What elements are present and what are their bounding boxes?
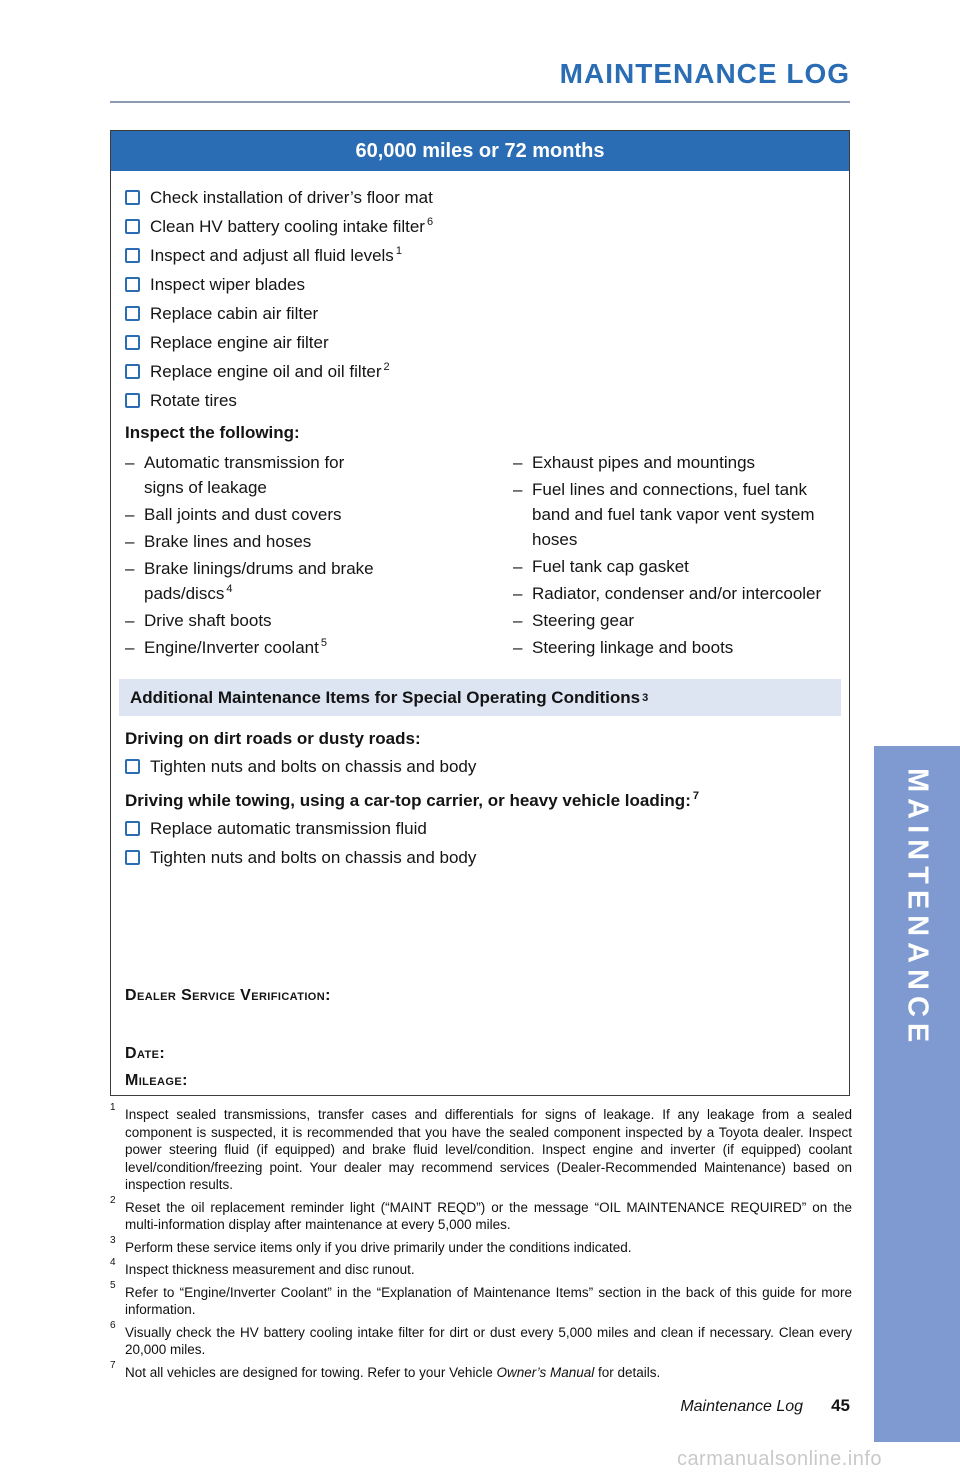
checkbox-icon[interactable] xyxy=(125,190,140,205)
checklist-item-label: Rotate tires xyxy=(150,391,237,410)
inspect-item-label: Radiator, condenser and/or intercooler xyxy=(532,584,822,603)
inspect-columns xyxy=(125,448,835,662)
footnote-text: Reset the oil replacement reminder light (“MAINT REQD”) or the message “OIL MAINTENANCE REQUIRED” on the multi-information display after maintenance at every 5,000 miles. xyxy=(125,1199,852,1232)
footer xyxy=(680,1396,850,1416)
checklist-item xyxy=(125,216,835,238)
dash-bullet: – xyxy=(125,532,135,551)
inspect-item-label: Brake lines and hoses xyxy=(144,532,312,551)
checklist-item xyxy=(125,274,835,296)
checklist-item-label: Replace cabin air filter xyxy=(150,304,319,323)
checkbox-icon[interactable] xyxy=(125,219,140,234)
checkbox-icon[interactable] xyxy=(125,850,140,865)
dash-bullet: – xyxy=(513,480,523,499)
checklist-item xyxy=(125,187,835,209)
dash-bullet: – xyxy=(513,584,523,603)
page-title: MAINTENANCE LOG xyxy=(559,58,850,89)
checkbox-icon[interactable] xyxy=(125,821,140,836)
checkbox-icon[interactable] xyxy=(125,306,140,321)
checklist-item-label: Inspect and adjust all fluid levels $^1$ xyxy=(150,245,402,265)
inspect-item xyxy=(125,529,513,554)
footnote: 1 Inspect sealed transmissions, transfer cases and differentials for signs of leakage. If any leakage from a sealed component is suspected, it is recommended that you have the sealed component inspected by a Toyota dealer. Inspect power steering fluid (if equipped) and brake fluid level/condition. Inspect engine and inverter (if equipped) coolant level/condition/freezing point. Your dealer may recommend services (Dealer-Recommended Maintenance) based on inspection results. xyxy=(110,1102,852,1192)
checklist-item-label: Inspect wiper blades xyxy=(150,275,305,294)
section-tab xyxy=(874,746,960,1442)
superscript-ref: 4 xyxy=(226,583,233,596)
checkbox-icon[interactable] xyxy=(125,248,140,263)
dash-bullet: – xyxy=(125,638,135,657)
service-checklist xyxy=(125,187,835,412)
inspect-item xyxy=(513,477,835,552)
superscript-ref: 2 xyxy=(383,361,390,374)
inspect-item-label: Steering linkage and boots xyxy=(532,638,734,657)
inspect-item-label: Drive shaft boots xyxy=(144,611,272,630)
card-body xyxy=(111,171,849,869)
inspect-item xyxy=(125,635,513,660)
checkbox-icon[interactable] xyxy=(125,759,140,774)
condition-heading: Driving on dirt roads or dusty roads: xyxy=(125,729,421,748)
inspect-item-label: Brake linings/drums and brake pads/discs $^4$ xyxy=(144,559,374,603)
footnote-italic-text: Owner’s Manual xyxy=(496,1364,595,1380)
dash-bullet: – xyxy=(125,611,135,630)
footnote: 7 Not all vehicles are designed for towing. Refer to your Vehicle Owner’s Manual for details. xyxy=(110,1359,661,1380)
checklist-item-label: Tighten nuts and bolts on chassis and body xyxy=(150,757,477,776)
footnote-text: Inspect sealed transmissions, transfer cases and differentials for signs of leakage. If any leakage from a sealed component is suspected, it is recommended that you have the sealed component inspected by a Toyota dealer. Inspect power steering fluid (if equipped) and brake fluid level/condition. Inspect engine and inverter (if equipped) coolant level/condition/freezing point. Your dealer may recommend services (Dealer-Recommended Maintenance) based on inspection results. xyxy=(125,1107,852,1192)
footnote: 5 Refer to “Engine/Inverter Coolant” in the “Explanation of Maintenance Items” section in the back of this guide for more information. xyxy=(110,1279,852,1317)
special-conditions-label: Additional Maintenance Items for Special Operating Conditions xyxy=(130,687,641,707)
inspect-item xyxy=(513,635,835,660)
inspect-item-label: Fuel tank cap gasket xyxy=(532,557,689,576)
checklist-item xyxy=(125,303,835,325)
checklist-item-label: Clean HV battery cooling intake filter $^6$ xyxy=(150,216,434,236)
mileage-label: Mileage: xyxy=(125,1072,188,1089)
inspect-item xyxy=(125,450,513,500)
inspect-item xyxy=(125,608,513,633)
section-tab-label: MAINTENANCE xyxy=(901,768,934,1049)
footnote-text: Inspect thickness measurement and disc runout. xyxy=(125,1262,415,1277)
checklist-item xyxy=(125,245,835,267)
inspect-item xyxy=(513,450,835,475)
inspect-item xyxy=(125,556,513,606)
checklist-item-label: Check installation of driver’s floor mat xyxy=(150,188,433,207)
inspect-item-label: Steering gear xyxy=(532,611,635,630)
dash-bullet: – xyxy=(513,638,523,657)
inspect-item xyxy=(513,581,835,606)
footnote-text: Visually check the HV battery cooling intake filter for dirt or dust every 5,000 miles and clean if necessary. Clean every 20,000 miles. xyxy=(125,1324,852,1357)
superscript-ref: 7 xyxy=(692,790,699,803)
inspect-item xyxy=(125,502,513,527)
footnote: 4 Inspect thickness measurement and disc runout. xyxy=(110,1257,415,1277)
checklist-item-label: Replace automatic transmission fluid xyxy=(150,819,427,838)
watermark: carmanualsonline.info xyxy=(676,1448,882,1470)
inspect-item xyxy=(513,608,835,633)
inspect-item-label: Automatic transmission for signs of leakage xyxy=(144,453,345,497)
interval-header: 60,000 miles or 72 months xyxy=(111,131,849,171)
condition-heading: Driving while towing, using a car-top carrier, or heavy vehicle loading: $^7$ xyxy=(125,790,699,810)
checklist-item xyxy=(125,390,835,412)
checkbox-icon[interactable] xyxy=(125,364,140,379)
dash-bullet: – xyxy=(125,505,135,524)
inspect-item-label: Exhaust pipes and mountings xyxy=(532,453,756,472)
checklist-item-label: Replace engine air filter xyxy=(150,333,329,352)
checkbox-icon[interactable] xyxy=(125,393,140,408)
inspect-item-label: Engine/Inverter coolant $^5$ xyxy=(144,637,327,657)
dash-bullet: – xyxy=(513,557,523,576)
inspect-item xyxy=(513,554,835,579)
footnote: 2 Reset the oil replacement reminder light (“MAINT REQD”) or the message “OIL MAINTENANCE REQUIRED” on the multi-information display after maintenance at every 5,000 miles. xyxy=(110,1194,852,1232)
page-number: 45 xyxy=(831,1396,850,1415)
superscript-ref: 5 xyxy=(320,637,327,650)
inspect-item-label: Ball joints and dust covers xyxy=(144,505,342,524)
inspect-item-label: Fuel lines and connections, fuel tank band and fuel tank vapor vent system hoses xyxy=(532,480,815,549)
inspect-column-right xyxy=(513,448,835,662)
footnote: 6 Visually check the HV battery cooling intake filter for dirt or dust every 5,000 miles and clean if necessary. Clean every 20,000 miles. xyxy=(110,1319,852,1357)
checklist-item xyxy=(125,847,835,869)
footnote-text: Not all vehicles are designed for towing. Refer to your Vehicle Owner’s Manual for details. xyxy=(125,1364,661,1380)
dash-bullet: – xyxy=(125,559,135,578)
dash-bullet: – xyxy=(513,611,523,630)
footnotes xyxy=(110,1102,852,1386)
footnote: 3 Perform these service items only if you drive primarily under the conditions indicated. xyxy=(110,1234,632,1255)
dash-bullet: – xyxy=(125,453,135,472)
checklist-item-label: Tighten nuts and bolts on chassis and body xyxy=(150,848,477,867)
checklist-item xyxy=(125,756,835,778)
superscript-ref: 6 xyxy=(426,216,434,229)
special-conditions-groups xyxy=(125,729,835,869)
inspect-column-left xyxy=(125,448,513,662)
inspect-heading: Inspect the following: xyxy=(125,423,300,442)
dash-bullet: – xyxy=(513,453,523,472)
checkbox-icon[interactable] xyxy=(125,335,140,350)
dealer-verification-label: Dealer Service Verification: xyxy=(125,987,331,1004)
footnote-text: Refer to “Engine/Inverter Coolant” in the “Explanation of Maintenance Items” section in the back of this guide for more information. xyxy=(125,1284,852,1317)
superscript-ref: 1 xyxy=(395,245,402,258)
maintenance-interval-card xyxy=(110,130,850,1096)
footer-section-label: Maintenance Log xyxy=(680,1398,804,1415)
date-label: Date: xyxy=(125,1045,166,1062)
header-rule xyxy=(110,101,850,103)
special-conditions-header: Additional Maintenance Items for Special Operating Conditions 3 xyxy=(119,679,841,716)
checklist-item xyxy=(125,361,835,383)
footnote-text: Perform these service items only if you drive primarily under the conditions indicated. xyxy=(125,1239,632,1255)
checklist-item-label: Replace engine oil and oil filter $^2$ xyxy=(150,361,390,381)
checkbox-icon[interactable] xyxy=(125,277,140,292)
checklist-item xyxy=(125,818,835,840)
checklist-item xyxy=(125,332,835,354)
